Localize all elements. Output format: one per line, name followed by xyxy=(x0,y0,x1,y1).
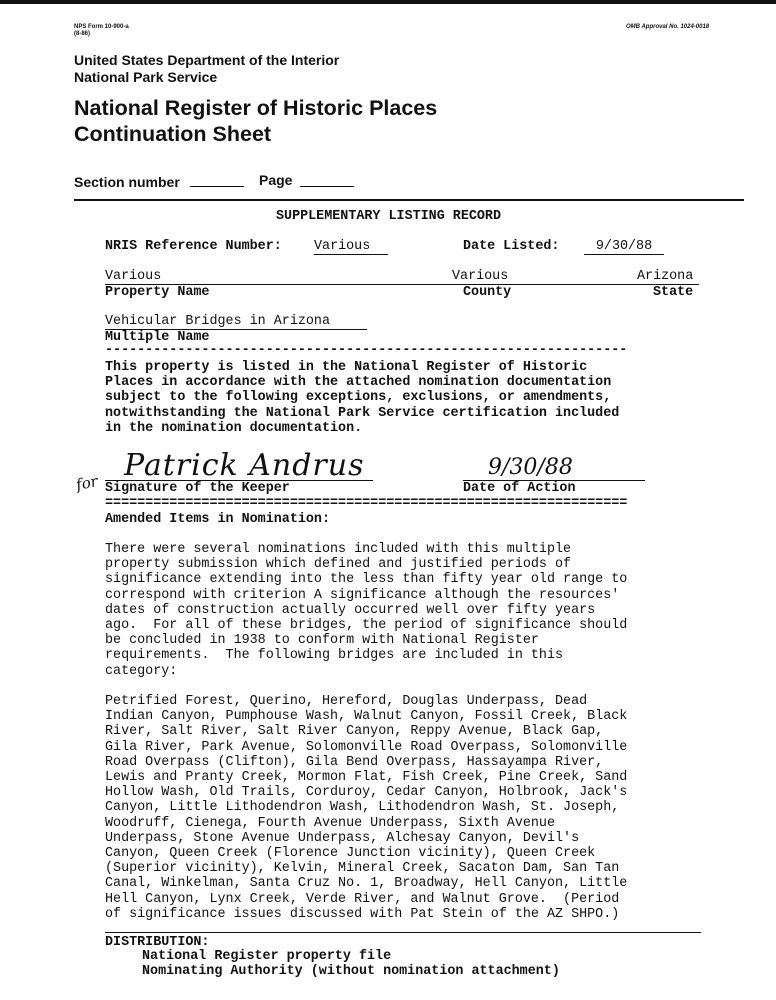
omb-approval: OMB Approval No. 1024-0018 xyxy=(626,24,710,30)
state-value: Arizona xyxy=(637,269,694,284)
top-border xyxy=(0,0,776,4)
department: United States Department of the Interior xyxy=(74,52,340,68)
listing-statement: This property is listed in the National Register of Historic Places in accordance with the attached nomination documentation subject to the following exceptions, exclusions, or amendments, notwithstanding the National Park Service certification included in the nomination documentation. xyxy=(105,360,620,436)
date-of-action-handwritten: 9/30/88 xyxy=(488,455,573,480)
distribution-label: DISTRIBUTION: xyxy=(105,935,210,950)
multiple-name-label: Multiple Name xyxy=(105,330,210,345)
for-handwritten: for xyxy=(74,471,100,495)
equals-rule: ================================================================= xyxy=(105,496,628,511)
county-value: Various xyxy=(452,269,509,284)
distribution-rule xyxy=(105,932,701,933)
form-number: NPS Form 10-900-a xyxy=(74,24,129,30)
keeper-signature: Patrick Andrus xyxy=(124,448,365,483)
property-name-label: Property Name xyxy=(105,285,210,300)
dash-rule: ----------------------------------------------------------------- xyxy=(105,343,628,358)
form-date: (8-86) xyxy=(74,31,91,37)
amended-paragraph-1: There were several nominations included with this multiple property submission which defined and justified periods of significance extending into the less than fifty year old range to correspond with criterion A significance although the resources' dates of construction actually occurred well over fifty years ago. For all of these bridges, the period of significance should be concluded in 1938 to conform with National Register requirements. The following bridges are included in this category: xyxy=(105,542,628,679)
page-label: Page xyxy=(259,172,293,188)
nris-value: Various xyxy=(314,239,388,255)
page-blank xyxy=(300,186,354,187)
distribution-item: Nominating Authority (without nomination attachment) xyxy=(142,964,560,979)
county-label: County xyxy=(463,285,512,300)
distribution-item: National Register property file xyxy=(142,949,392,964)
state-label: State xyxy=(653,285,694,300)
property-name-value: Various xyxy=(105,269,162,284)
header-rule xyxy=(74,199,744,201)
section-number-blank xyxy=(190,186,244,187)
multiple-name-value: Vehicular Bridges in Arizona xyxy=(105,314,330,329)
bridge-list-paragraph: Petrified Forest, Querino, Hereford, Douglas Underpass, Dead Indian Canyon, Pumphouse Wash, Walnut Canyon, Fossil Creek, Black River, Salt River, Salt River Canyon, Reppy Avenue, Black Gap, Gila River, Park Avenue, Solomonville Road Overpass, Solomonville Road Overpass (Clifton), Gila Bend Overpass, Hassayampa River, Lewis and Pranty Creek, Mormon Flat, Fish Creek, Pine Creek, Sand Hollow Wash, Old Trails, Corduroy, Cedar Canyon, Holbrook, Jack's Canyon, Little Lithodendron Wash, Lithodendron Wash, St. Joseph, Woodruff, Cienega, Fourth Avenue Underpass, Sixth Avenue Underpass, Stone Avenue Underpass, Alchesay Canyon, Devil's Canyon, Queen Creek (Florence Junction vicinity), Queen Creek (Superior vicinity), Kelvin, Mineral Creek, Sacaton Dam, San Tan Canal, Winkelman, Santa Cruz No. 1, Broadway, Hell Canyon, Little Hell Canyon, Lynx Creek, Verde River, and Walnut Grove. (Period of significance issues discussed with Pat Stein of the AZ SHPO.) xyxy=(105,694,628,922)
date-listed-value: 9/30/88 xyxy=(584,239,664,255)
page-subtitle: Continuation Sheet xyxy=(74,122,272,146)
service: National Park Service xyxy=(74,69,218,85)
page-title: National Register of Historic Places xyxy=(74,96,438,120)
signature-label: Signature of the Keeper xyxy=(105,481,290,496)
date-listed-label: Date Listed: xyxy=(463,239,560,254)
section-number-label: Section number xyxy=(74,174,180,190)
record-title: SUPPLEMENTARY LISTING RECORD xyxy=(276,209,501,224)
nris-label: NRIS Reference Number: xyxy=(105,239,282,254)
date-of-action-label: Date of Action xyxy=(463,481,576,496)
amended-items-label: Amended Items in Nomination: xyxy=(105,512,330,527)
